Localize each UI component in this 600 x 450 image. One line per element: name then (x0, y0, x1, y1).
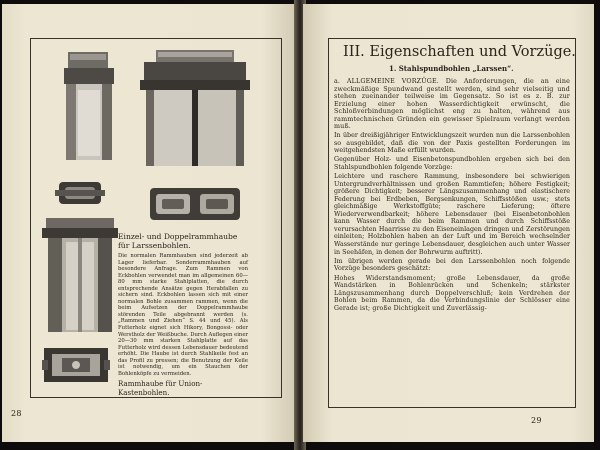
paragraph-larssen-intro: Im übrigen werden gerade bei den Larssenbohlen noch folgende Vorzüge besonders geschätzt: (334, 257, 570, 273)
paragraph-development: In über dreißigjähriger Entwicklungszeit wurden nun die Larssenbohlen so ausgebildet, daß die von der Paxis gestellten Forderungen im weitgehendsten Maße erfüllt wurden. (334, 132, 570, 155)
paragraph-advantages-list: Leichtere und raschere Rammung, insbesondere bei schwierigen Untergrundverhältnissen und großen Rammtiefen; höhere Festigkeit; größere Dichtigkeit; besserer Längszusammenhang und elastischere Federung bei Erdbeben, Bergsenkungen, Schiffsstößen usw.; stets gleichmäßige Werkstoffgüte; raschere Lieferung; öftere Wiederverwendbarkeit; höhere Lebensdauer (bei Eisenbetonbohlen kann Wasser durch die beim Rammen und durch Schiffsstöße verursachten Haarrisse zu den Eiseneinlagen dringen und Zerstörungen einleiten; Holzbohlen haben an der Luft und im Bereich wechselnder Wasserstände nur geringe Lebensdauer, desgleichen auch unter Wasser in Seehäfen, in denen der Bohrwurm auftritt). (334, 173, 570, 256)
cap-top-view-illustration (55, 178, 105, 208)
left-page-number: 28 (11, 409, 22, 418)
section-subtitle: 1. Stahlspundbohlen „Larssen“. (389, 64, 514, 73)
right-page (303, 4, 594, 442)
cap-with-sheet-pile-illustration (42, 214, 118, 332)
paragraph-larssen-advantages: Hohes Widerstandsmoment; große Lebensdauer, da große Wandstärken in Bohlenrücken und Schenkeln; stärkster Längszusammenhang durch Doppelverschluß; kein Verdrehen der Bohlen beim Rammen, da die Verbindungslinie der Schlösser eine Gerade ist; große Dichtigkeit und Zuverlässig- (334, 274, 570, 312)
caption-footer: Rammhaube für Union-Kastenbohlen. (118, 379, 203, 397)
caption-body: Die normalen Rammhauben sind jederzeit ab Lager lieferbar. Sonderrammhauben auf besondere Anfrage. Zum Rammen von Eckbohlen verwendet man im allgemeinen 60—80 mm starke Stahlplatten, die durch entsprechende Ansätze gegen Herabfallen zu sichern sind. Eckbohlen lassen sich mit einer normalen Bohle zusammen rammen, wenn die beim Aufsetzen der Doppelrammhaube störenden Teile abgebrannt werden (s. „Rammen und Ziehen“ S. 44 und 45). Als Futterholz eignet sich Hikory, Bongossi- oder Werstholz der Weißbuche. Durch Auflegen einer 20—30 mm starken Stahlplatte auf das Futterholz wird dessen Lebensdauer bedeutend erhöht. Die Haube ist durch Stahlkeile fest an das Profil zu pressen; die Benutzung der Keile ist notwendig, um ein Stauchen der Bohlenköpfe zu vermeiden. (118, 253, 248, 377)
single-driving-cap-illustration (60, 50, 118, 162)
double-driving-cap-illustration (138, 50, 252, 168)
chapter-title: III. Eigenschaften und Vorzüge. (343, 44, 576, 60)
paragraph-general-advantages: a. ALLGEMEINE VORZÜGE. Die Anforderungen, die an eine zweckmäßige Spundwand gestellt werden, sind sehr vielseitig und stehen zueinander teilweise im Gegensatz. So ist es z. B. zur Erzielung einer hohen Wasserdichtigkeit erwünscht, die Schloßverbindungen möglichst eng zu halten, während aus rammtechnischen Gründen ein gewisser Spielraum verlangt werden muß. (334, 78, 570, 131)
box-pile-cap-illustration (42, 342, 110, 388)
chapter-body (334, 78, 570, 314)
double-cap-top-view-illustration (148, 186, 242, 222)
right-page-number: 29 (531, 416, 542, 425)
caption-heading: Einzel- und Doppelrammhaube für Larssenbohlen. (118, 232, 238, 250)
paragraph-comparison-intro: Gegenüber Holz- und Eisenbetonspundbohlen ergeben sich bei den Stahlspundbohlen folgende Vorzüge: (334, 156, 570, 172)
left-page (2, 4, 297, 442)
illustration-caption (118, 232, 248, 398)
right-page-frame (328, 38, 576, 408)
